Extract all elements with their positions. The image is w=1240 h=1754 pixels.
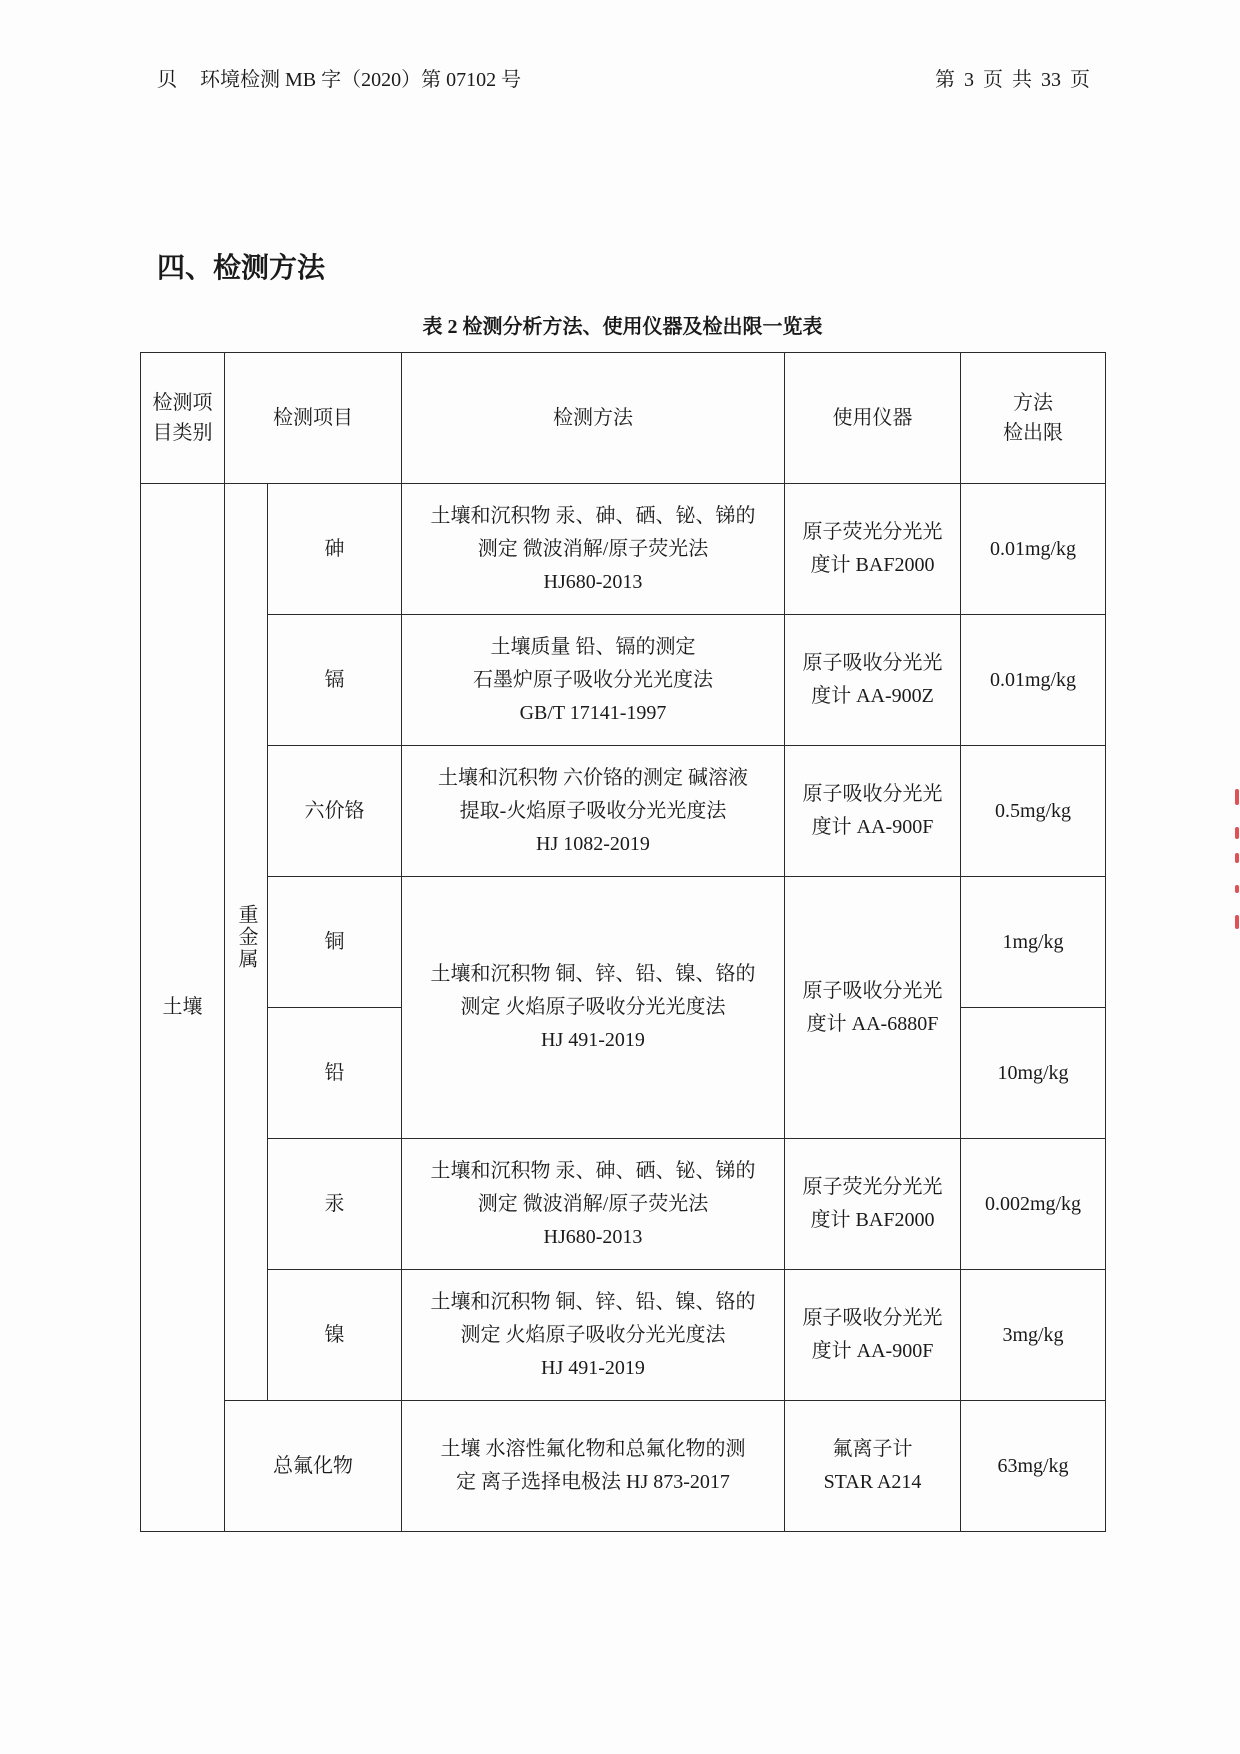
table-row xyxy=(141,1270,1106,1401)
instrument-cell: 氟离子计 STAR A214 xyxy=(785,1401,961,1532)
limit-cell: 3mg/kg xyxy=(961,1270,1106,1401)
item-cell: 镍 xyxy=(268,1270,402,1401)
item-cell: 总氟化物 xyxy=(225,1401,402,1532)
instrument-cell: 原子荧光分光光 度计 BAF2000 xyxy=(785,1139,961,1270)
item-cell: 六价铬 xyxy=(268,746,402,877)
limit-cell: 0.01mg/kg xyxy=(961,615,1106,746)
limit-cell: 0.002mg/kg xyxy=(961,1139,1106,1270)
group-cell xyxy=(225,484,268,1401)
table-row xyxy=(141,877,1106,1008)
limit-cell: 10mg/kg xyxy=(961,1008,1106,1139)
table-header-row xyxy=(141,353,1106,484)
method-cell: 土壤和沉积物 汞、砷、硒、铋、锑的 测定 微波消解/原子荧光法 HJ680-2013 xyxy=(402,1139,785,1270)
item-cell: 汞 xyxy=(268,1139,402,1270)
instrument-cell: 原子吸收分光光 度计 AA-900F xyxy=(785,746,961,877)
table-row xyxy=(141,1139,1106,1270)
item-cell: 铅 xyxy=(268,1008,402,1139)
column-header-category: 检测项 目类别 xyxy=(141,353,225,484)
table-row xyxy=(141,615,1106,746)
table-caption: 表 2 检测分析方法、使用仪器及检出限一览表 xyxy=(422,316,823,338)
method-cell: 土壤和沉积物 六价铬的测定 碱溶液 提取-火焰原子吸收分光光度法 HJ 1082-2019 xyxy=(402,746,785,877)
column-header-item: 检测项目 xyxy=(225,353,402,484)
column-header-method: 检测方法 xyxy=(402,353,785,484)
instrument-cell: 原子吸收分光光 度计 AA-900F xyxy=(785,1270,961,1401)
instrument-cell: 原子吸收分光光 度计 AA-900Z xyxy=(785,615,961,746)
column-header-limit: 方法 检出限 xyxy=(961,353,1106,484)
section-title: 四、检测方法 xyxy=(157,251,326,284)
seal-stamp-fragment xyxy=(1235,789,1239,933)
instrument-cell: 原子荧光分光光 度计 BAF2000 xyxy=(785,484,961,615)
methods-table xyxy=(140,352,1106,1532)
limit-cell: 1mg/kg xyxy=(961,877,1106,1008)
table-row xyxy=(141,1401,1106,1532)
category-cell: 土壤 xyxy=(141,484,225,1532)
item-cell: 铜 xyxy=(268,877,402,1008)
table-row xyxy=(141,484,1106,615)
column-header-instrument: 使用仪器 xyxy=(785,353,961,484)
method-cell: 土壤质量 铅、镉的测定 石墨炉原子吸收分光光度法 GB/T 17141-1997 xyxy=(402,615,785,746)
item-cell: 砷 xyxy=(268,484,402,615)
method-cell: 土壤和沉积物 汞、砷、硒、铋、锑的 测定 微波消解/原子荧光法 HJ680-2013 xyxy=(402,484,785,615)
header-mark: 贝 xyxy=(157,69,177,91)
method-cell: 土壤和沉积物 铜、锌、铅、镍、铬的 测定 火焰原子吸收分光光度法 HJ 491-2019 xyxy=(402,877,785,1139)
limit-cell: 0.5mg/kg xyxy=(961,746,1106,877)
limit-cell: 63mg/kg xyxy=(961,1401,1106,1532)
instrument-cell: 原子吸收分光光 度计 AA-6880F xyxy=(785,877,961,1139)
method-cell: 土壤 水溶性氟化物和总氟化物的测 定 离子选择电极法 HJ 873-2017 xyxy=(402,1401,785,1532)
method-cell: 土壤和沉积物 铜、锌、铅、镍、铬的 测定 火焰原子吸收分光光度法 HJ 491-2019 xyxy=(402,1270,785,1401)
header-page-number: 第 3 页 共 33 页 xyxy=(935,69,1090,91)
header-document-number: 环境检测 MB 字（2020）第 07102 号 xyxy=(200,69,522,91)
group-label: 重金属 xyxy=(235,903,257,970)
limit-cell: 0.01mg/kg xyxy=(961,484,1106,615)
item-cell: 镉 xyxy=(268,615,402,746)
table-row xyxy=(141,746,1106,877)
